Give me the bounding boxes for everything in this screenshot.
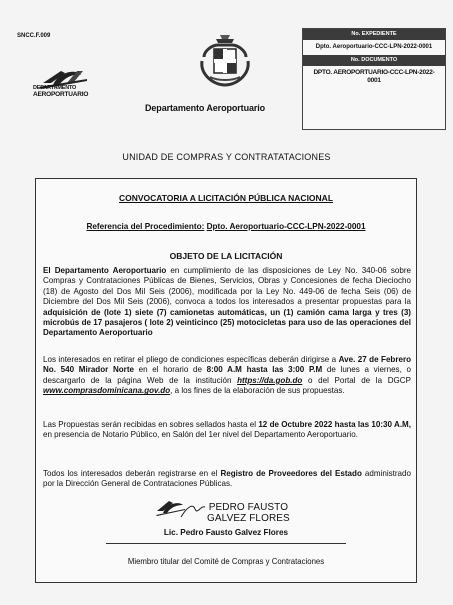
- expediente-box: [302, 28, 446, 130]
- form-code: SNCC.F.009: [17, 33, 51, 39]
- paragraph-object: [43, 266, 411, 339]
- signer-stamp: [207, 502, 290, 524]
- p2-b: en el horario de: [133, 365, 207, 375]
- unit-title: UNIDAD DE COMPRAS Y CONTRATATACIONES: [122, 152, 331, 162]
- p3-b: en presencia de Notario Público, en Salón del 1er nivel del Departamento Aeroportuario.: [43, 430, 358, 440]
- signer-name: Lic. Pedro Fausto Galvez Flores: [163, 528, 289, 537]
- expediente-label: No. EXPEDIENTE: [303, 29, 445, 40]
- reference-label: Referencia del Procedimiento:: [86, 222, 205, 231]
- stamp-line1: PEDRO FAUSTO: [208, 502, 289, 513]
- p4-registry: Registro de Proveedores del Estado: [220, 469, 362, 478]
- procedure-reference: [36, 222, 416, 231]
- p2-d: o del Portal de la DGCP: [302, 375, 411, 385]
- reference-code: Dpto. Aeroportuario-CCC-LPN-2022-0001: [206, 222, 366, 231]
- notice-title: CONVOCATORIA A LICITACIÓN PÚBLICA NACIONAL: [118, 193, 334, 203]
- p3-a: Las Propuestas serán recibidas en sobres sellados hasta el: [43, 420, 259, 429]
- p4-a: Todos los interesados deberán registrarse en el: [43, 469, 221, 478]
- documento-label: No. DOCUMENTO: [303, 55, 445, 66]
- paragraph-retrieval: [43, 355, 411, 397]
- p1-bold-end: adquisición de (lote 1) siete (7) camionetas automáticas, un (1) camión cama larga y tres (3) microbús de 17 pasajeros ( lote 2) veinticinco (25) motocicletas para uso de las operaciones del Departamento Aeroportuario: [43, 307, 411, 338]
- dgcp-portal-link[interactable]: www.comprasdominicana.gov.do: [43, 386, 171, 396]
- p2-hours: 8:00 A.M hasta las 3:00 P.M: [206, 365, 323, 375]
- documento-value: DPTO. AEROPORTUARIO-CCC-LPN-2022-0001: [313, 68, 435, 84]
- logo-text-line2: AEROPORTUARIO: [33, 90, 89, 98]
- p1-text: en cumplimiento de las disposiciones de Ley No. 340-06 sobre Compras y Contrataciones Públicas de Bienes, Servicios, Obras y Concesiones de fecha Dieciocho (18) de Agosto del Dos Mil Seis (2006), modificada por la Ley No. 449-06 de fecha Seis (06) de Diciembre del Dos Mil Seis (2006), convoca a todos los interesados a presentar propuestas para la: [43, 266, 412, 307]
- p2-e: , a los fines de la elaboración de sus propuestas.: [170, 386, 345, 396]
- paragraph-reception: [43, 420, 411, 441]
- department-name: Departamento Aeroportuario: [145, 103, 266, 113]
- stamp-line2: GALVEZ FLORES: [207, 513, 290, 524]
- p1-bold-start: El Departamento Aeroportuario: [43, 266, 167, 275]
- logo-text-line1: DEPARTAMENTO: [33, 85, 77, 91]
- p2-address: Ave. 27 de Febrero No. 540 Mirador Norte: [43, 355, 411, 375]
- p2-c: de lunes a viernes, o descargarlo de la página Web de la institución: [43, 365, 411, 385]
- document-header: [0, 0, 453, 170]
- notice-box: [35, 178, 417, 583]
- coat-of-arms-icon: [196, 31, 254, 89]
- p3-date: 12 de Octubre 2022 hasta las 10:30 A.M,: [258, 420, 411, 429]
- institution-link[interactable]: https://da.gob.do: [237, 375, 303, 385]
- p2-a: Los interesados en retirar el pliego de condiciones específicas deberán dirigirse a: [43, 355, 339, 364]
- paragraph-registration: [43, 469, 411, 490]
- object-title: OBJETO DE LA LICITACIÓN: [169, 251, 283, 261]
- signature-rule: [106, 543, 346, 544]
- p4-b: administrado por la Dirección General de Contrataciones Públicas.: [43, 469, 411, 489]
- signer-role: Miembro titular del Comité de Compras y Contrataciones: [127, 557, 325, 566]
- expediente-value: Dpto. Aeroportuario-CCC-LPN-2022-0001: [315, 44, 433, 50]
